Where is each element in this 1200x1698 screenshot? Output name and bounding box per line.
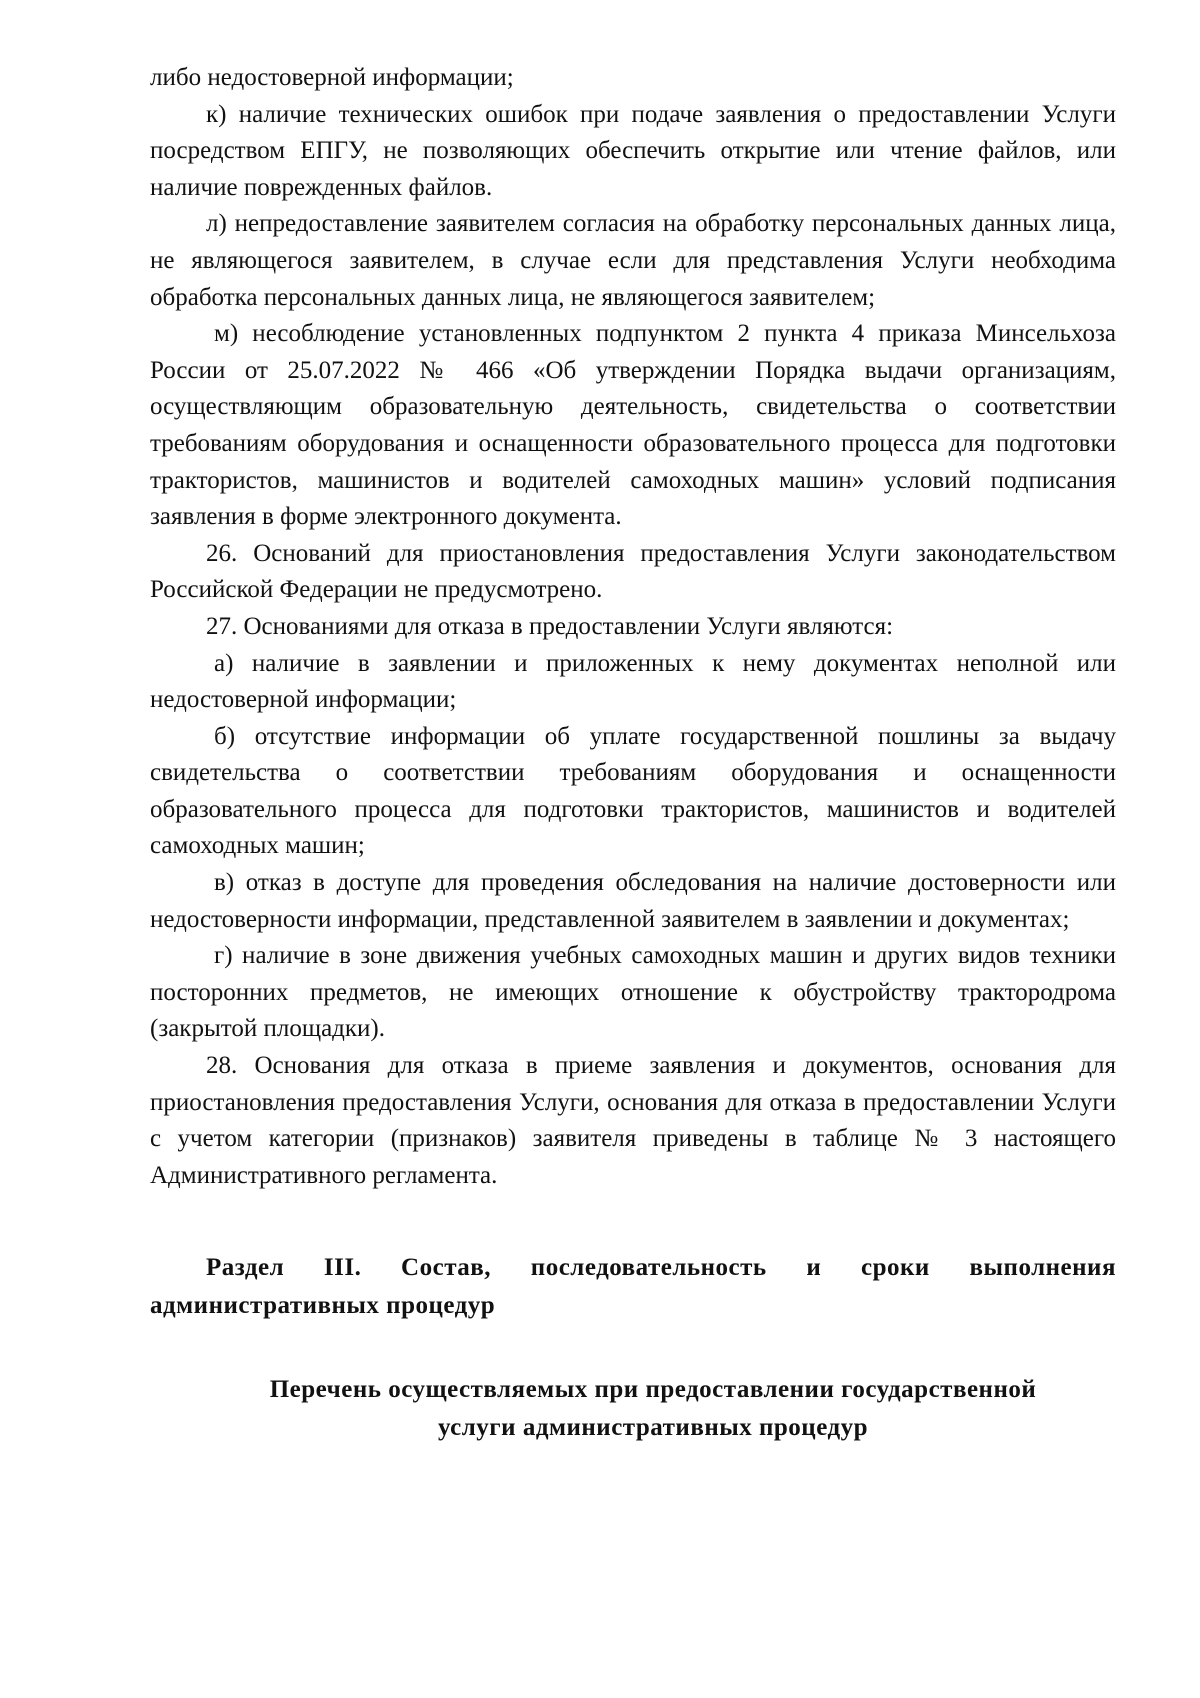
paragraph-item-k: к) наличие технических ошибок при подаче заявления о предоставлении Услуги посредством ЕПГУ, не позволяющих обеспечить открытие или чтение файлов, или наличие поврежденных файлов.: [150, 100, 1116, 201]
paragraph-item-a: а) наличие в заявлении и приложенных к нему документах неполной или недостоверной информации;: [150, 649, 1116, 714]
document-page: [150, 60, 1116, 1447]
paragraph-27: 27. Основаниями для отказа в предоставлении Услуги являются:: [206, 612, 894, 640]
paragraph-28: 28. Основания для отказа в приеме заявления и документов, основания для приостановления предоставления Услуги, основания для отказа в предоставлении Услуги с учетом категории (признаков) заявителя приведены в таблице № 3 настоящего Административного регламента.: [150, 1052, 1116, 1189]
paragraph-item-m: м) несоблюдение установленных подпунктом 2 пункта 4 приказа Минсельхоза России от 25.07.2022 № 466 «Об утверждении Порядка выдачи организациям, осуществляющим образовательную деятельность, свидетельства о соответствии требованиям оборудования и оснащенности образовательного процесса для подготовки трактористов, машинистов и водителей самоходных машин» условий подписания заявления в форме электронного документа.: [150, 320, 1116, 531]
paragraph-continuation: либо недостоверной информации;: [150, 64, 514, 91]
paragraph-item-g: г) наличие в зоне движения учебных самоходных машин и других видов техники посторонних предметов, не имеющих отношение к обустройству трактородрома (закрытой площадки).: [150, 942, 1116, 1043]
paragraph-item-v: в) отказ в доступе для проведения обследования на наличие достоверности или недостоверности информации, представленной заявителем в заявлении и документах;: [150, 869, 1116, 933]
paragraph-item-b: б) отсутствие информации об уплате государственной пошлины за выдачу свидетельства о соответствии требованиям оборудования и оснащенности образовательного процесса для подготовки трактористов, машинистов и водителей самоходных машин;: [150, 722, 1116, 860]
paragraph-item-l: л) непредоставление заявителем согласия на обработку персональных данных лица, не являющегося заявителем, в случае если для представления Услуги необходима обработка персональных данных лица, не являющегося заявителем;: [150, 210, 1116, 311]
section-heading: Раздел III. Состав, последовательность и сроки выполнения административных процедур: [150, 1254, 1116, 1320]
subsection-heading: [150, 1371, 1116, 1447]
subsection-heading-line2: услуги административных процедур: [437, 1414, 869, 1442]
subsection-heading-line1: Перечень осуществляемых при предоставлении государственной: [269, 1376, 1037, 1404]
paragraph-26: 26. Оснований для приостановления предоставления Услуги законодательством Российской Федерации не предусмотрено.: [150, 539, 1116, 604]
